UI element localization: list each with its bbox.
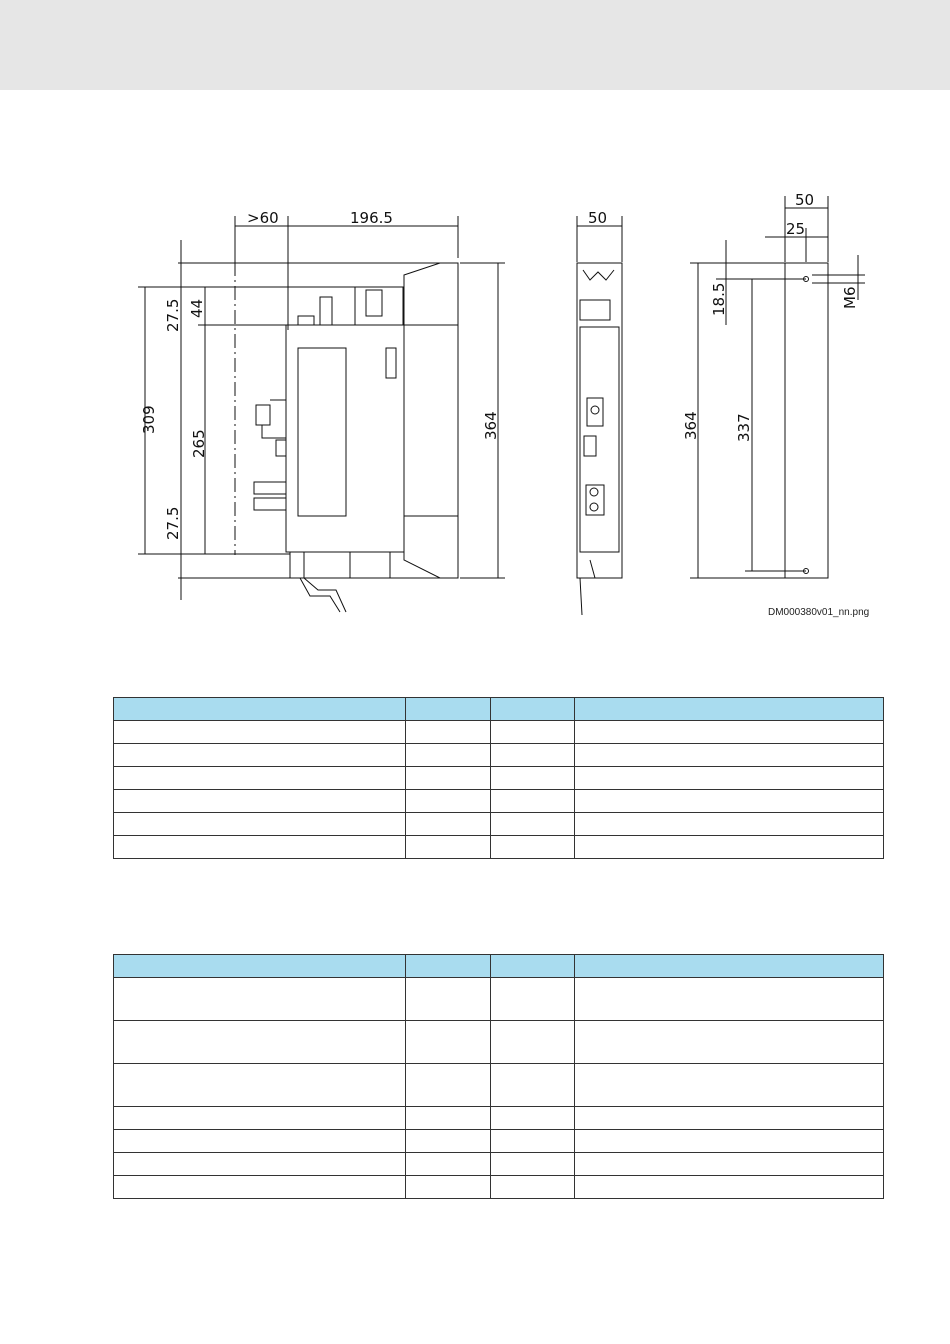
table-cell [575, 1176, 884, 1199]
spec-table-1 [113, 697, 884, 859]
table-row [114, 1176, 884, 1199]
table-cell [491, 813, 575, 836]
table-row [114, 1153, 884, 1176]
table-cell [575, 790, 884, 813]
dim-height-back: 364 [682, 411, 700, 440]
table-cell [406, 1176, 491, 1199]
table-header-cell [575, 955, 884, 978]
table-cell [114, 744, 406, 767]
table-cell [491, 790, 575, 813]
table-cell [114, 1153, 406, 1176]
table-row [114, 744, 884, 767]
dim-width-front: 50 [588, 209, 608, 227]
table-cell [491, 836, 575, 859]
dim-half-width: 25 [786, 220, 806, 238]
table-row [114, 1107, 884, 1130]
table-cell [406, 1107, 491, 1130]
table-cell [114, 836, 406, 859]
table-row [114, 978, 884, 1021]
table-cell [114, 1176, 406, 1199]
dim-height-side: 364 [482, 411, 500, 440]
table-cell [491, 744, 575, 767]
table-header-row [114, 955, 884, 978]
table-cell [114, 1107, 406, 1130]
table-cell [114, 1130, 406, 1153]
table-cell [491, 1064, 575, 1107]
dim-hole-pitch: 337 [735, 413, 753, 442]
dim-hole-offset: 18.5 [710, 282, 728, 316]
table-header-cell [406, 698, 491, 721]
table-cell [491, 1153, 575, 1176]
dim-top-offset: 27.5 [164, 298, 182, 332]
table-cell [114, 1064, 406, 1107]
table-row [114, 813, 884, 836]
table-cell [114, 790, 406, 813]
table-cell [575, 1021, 884, 1064]
table-cell [575, 836, 884, 859]
table-cell [491, 1021, 575, 1064]
table-cell [491, 1107, 575, 1130]
table-cell [406, 1021, 491, 1064]
table-cell [575, 813, 884, 836]
table-cell [491, 1130, 575, 1153]
table-cell [406, 978, 491, 1021]
table-header-row [114, 698, 884, 721]
table-cell [406, 1153, 491, 1176]
back-view [690, 196, 865, 578]
table-cell [406, 721, 491, 744]
table-cell [491, 978, 575, 1021]
table-row [114, 790, 884, 813]
table-cell [575, 767, 884, 790]
table-header-cell [406, 955, 491, 978]
dim-clearance: >60 [247, 209, 279, 227]
table-cell [114, 721, 406, 744]
table-header-cell [114, 698, 406, 721]
table-cell [114, 1021, 406, 1064]
table-row [114, 1021, 884, 1064]
dim-mount-height: 309 [140, 405, 158, 434]
table-cell [406, 1064, 491, 1107]
table-row [114, 1130, 884, 1153]
table-row [114, 836, 884, 859]
table-cell [406, 836, 491, 859]
drawing-caption: DM000380v01_nn.png [768, 607, 870, 618]
dim-depth: 196.5 [350, 209, 393, 227]
front-view [577, 216, 622, 615]
dim-top-gap: 44 [188, 298, 206, 318]
table-cell [491, 721, 575, 744]
dim-thread: M6 [841, 286, 859, 309]
table-cell [114, 767, 406, 790]
table-header-cell [491, 955, 575, 978]
table-cell [575, 1130, 884, 1153]
table-cell [406, 813, 491, 836]
table-cell [575, 1064, 884, 1107]
table-header-cell [575, 698, 884, 721]
dim-inner-height: 265 [190, 429, 208, 458]
spec-table-2 [113, 954, 884, 1199]
dim-bottom-offset: 27.5 [164, 506, 182, 540]
side-view [138, 216, 505, 612]
dimension-drawing [0, 0, 950, 660]
table-cell [491, 767, 575, 790]
table-cell [114, 978, 406, 1021]
table-cell [575, 721, 884, 744]
table-cell [406, 1130, 491, 1153]
table-header-cell [491, 698, 575, 721]
table-cell [491, 1176, 575, 1199]
table-cell [575, 744, 884, 767]
table-header-cell [114, 955, 406, 978]
table-cell [406, 744, 491, 767]
table-cell [575, 1153, 884, 1176]
table-row [114, 767, 884, 790]
table-row [114, 721, 884, 744]
table-cell [575, 1107, 884, 1130]
table-row [114, 1064, 884, 1107]
table-cell [114, 813, 406, 836]
table-cell [406, 767, 491, 790]
table-cell [575, 978, 884, 1021]
dim-width-back: 50 [795, 191, 815, 209]
table-cell [406, 790, 491, 813]
